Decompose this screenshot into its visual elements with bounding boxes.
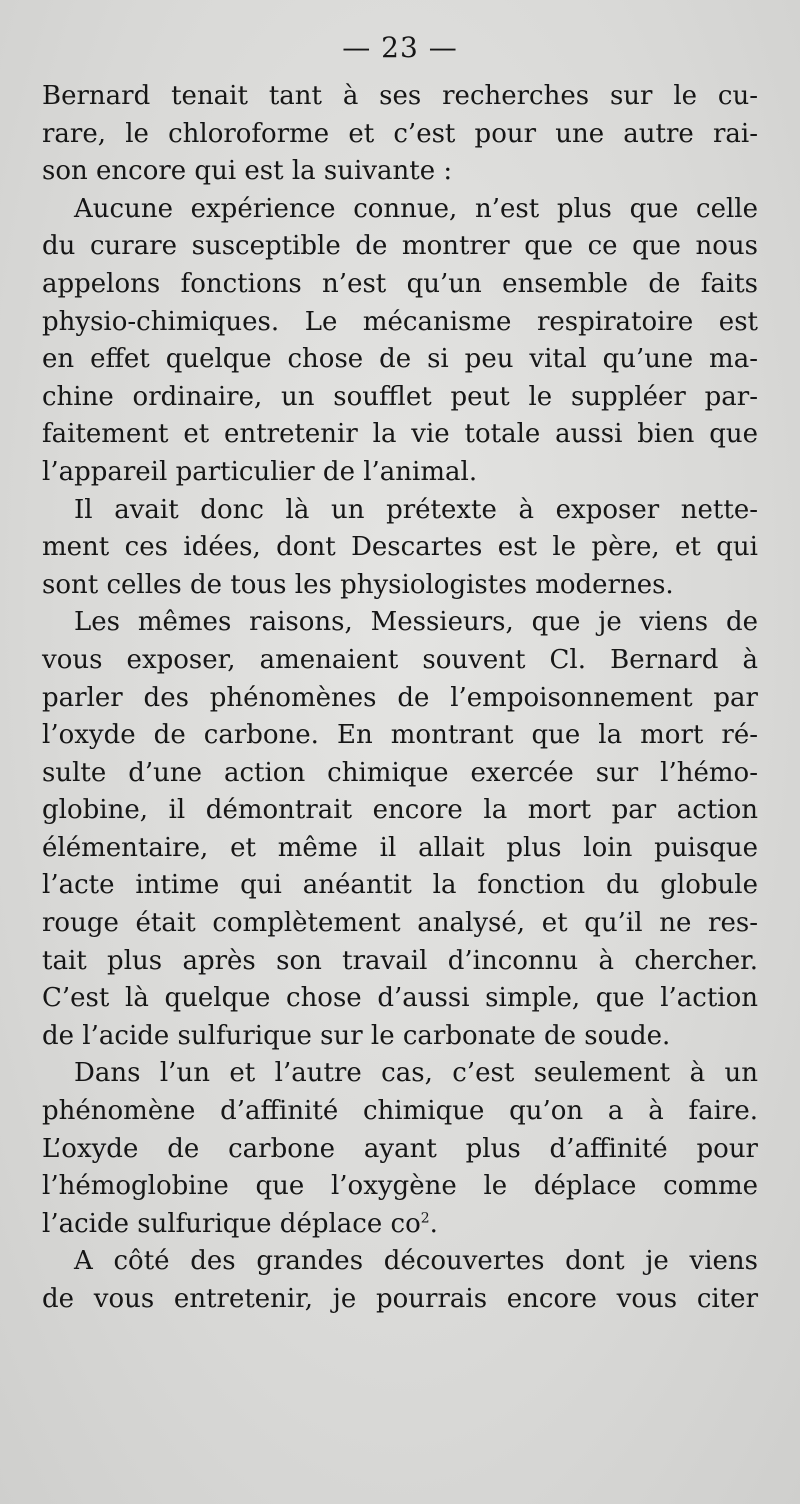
text-line-content: ment ces idées, dont Descartes est le père, et qui <box>42 532 758 563</box>
text-line-content: l’acte intime qui anéantit la fonction du globule <box>42 870 758 901</box>
trailing-punctuation: . <box>429 1208 438 1239</box>
text-line-content: globine, il démontrait encore la mort par action <box>42 795 758 826</box>
text-line <box>42 529 758 567</box>
text-line-content: Bernard tenait tant à ses recherches sur le cu- <box>42 81 758 111</box>
text-line-content: de l’acide sulfurique sur le carbonate de soude. <box>42 1020 671 1051</box>
text-line <box>42 567 758 605</box>
text-line-content: rare, le chloroforme et c’est pour une autre rai- <box>42 118 758 149</box>
text-line <box>42 1168 758 1206</box>
text-line-content: en effet quelque chose de si peu vital qu’une ma- <box>42 344 758 375</box>
text-line-content: élémentaire, et même il allait plus loin puisque <box>42 832 758 863</box>
text-line <box>42 980 758 1018</box>
text-line-content: vous exposer, amenaient souvent Cl. Bernard à <box>42 644 758 675</box>
text-line <box>42 116 758 154</box>
text-line-content: Il avait donc là un prétexte à exposer nette- <box>74 494 758 525</box>
text-line <box>42 454 758 492</box>
text-line <box>42 604 758 642</box>
text-line-content: A côté des grandes découvertes dont je viens <box>74 1246 758 1277</box>
text-line <box>42 228 758 266</box>
text-line-content: faitement et entretenir la vie totale aussi bien que <box>42 419 758 450</box>
text-line <box>42 792 758 830</box>
text-line <box>42 1055 758 1093</box>
text-line-content: Les mêmes raisons, Messieurs, que je viens de <box>74 607 758 638</box>
text-line <box>42 153 758 191</box>
text-line-content: l’appareil particulier de l’animal. <box>42 456 478 487</box>
text-line <box>42 416 758 454</box>
text-line <box>42 78 758 116</box>
text-line-content: Aucune expérience connue, n’est plus que celle <box>74 193 758 224</box>
text-line-content: chine ordinaire, un soufflet peut le suppléer par- <box>42 381 758 412</box>
text-line <box>42 830 758 868</box>
text-line <box>42 379 758 417</box>
text-line <box>42 680 758 718</box>
text-line <box>42 1131 758 1169</box>
text-line <box>42 304 758 342</box>
text-line-content: de vous entretenir, je pourrais encore vous citer <box>42 1284 758 1314</box>
text-line-content: l’oxyde de carbone. En montrant que la mort ré- <box>42 720 758 751</box>
text-line-content: phénomène d’affinité chimique qu’on a à faire. <box>42 1096 758 1127</box>
text-line-content: son encore qui est la suivante : <box>42 156 453 187</box>
text-line-content: l’hémoglobine que l’oxygène le déplace comme <box>42 1171 758 1202</box>
text-line <box>42 1018 758 1056</box>
text-line-content: C’est là quelque chose d’aussi simple, que l’action <box>42 983 758 1014</box>
text-line-content: l’acide sulfurique déplace co <box>42 1208 421 1239</box>
text-line <box>42 492 758 530</box>
text-line-content: rouge était complètement analysé, et qu’il ne res- <box>42 908 758 939</box>
text-line <box>42 1093 758 1131</box>
text-line <box>42 717 758 755</box>
text-line <box>42 755 758 793</box>
text-line <box>42 1243 758 1281</box>
text-line <box>42 642 758 680</box>
text-line-content: sont celles de tous les physiologistes modernes. <box>42 569 674 600</box>
text-line <box>42 341 758 379</box>
text-line-content: appelons fonctions n’est qu’un ensemble de faits <box>42 268 758 299</box>
page-number: — 23 — <box>342 31 458 64</box>
text-line-content: tait plus après son travail d’inconnu à chercher. <box>42 945 758 976</box>
text-line-content: du curare susceptible de montrer que ce que nous <box>42 231 758 262</box>
body-text <box>42 78 758 1319</box>
text-line <box>42 1281 758 1319</box>
superscript: 2 <box>420 1210 430 1227</box>
text-line <box>42 867 758 905</box>
text-line <box>42 905 758 943</box>
text-line-content: Dans l’un et l’autre cas, c’est seulement à un <box>74 1058 758 1089</box>
text-line <box>42 1206 758 1244</box>
text-line-content: parler des phénomènes de l’empoisonnement par <box>42 682 758 713</box>
text-line <box>42 266 758 304</box>
text-line-content: sulte d’une action chimique exercée sur l’hémo- <box>42 757 758 788</box>
text-line <box>42 191 758 229</box>
text-line-content: physio-chimiques. Le mécanisme respiratoire est <box>42 306 758 337</box>
text-line-content: L’oxyde de carbone ayant plus d’affinité pour <box>42 1133 758 1164</box>
text-line <box>42 943 758 981</box>
